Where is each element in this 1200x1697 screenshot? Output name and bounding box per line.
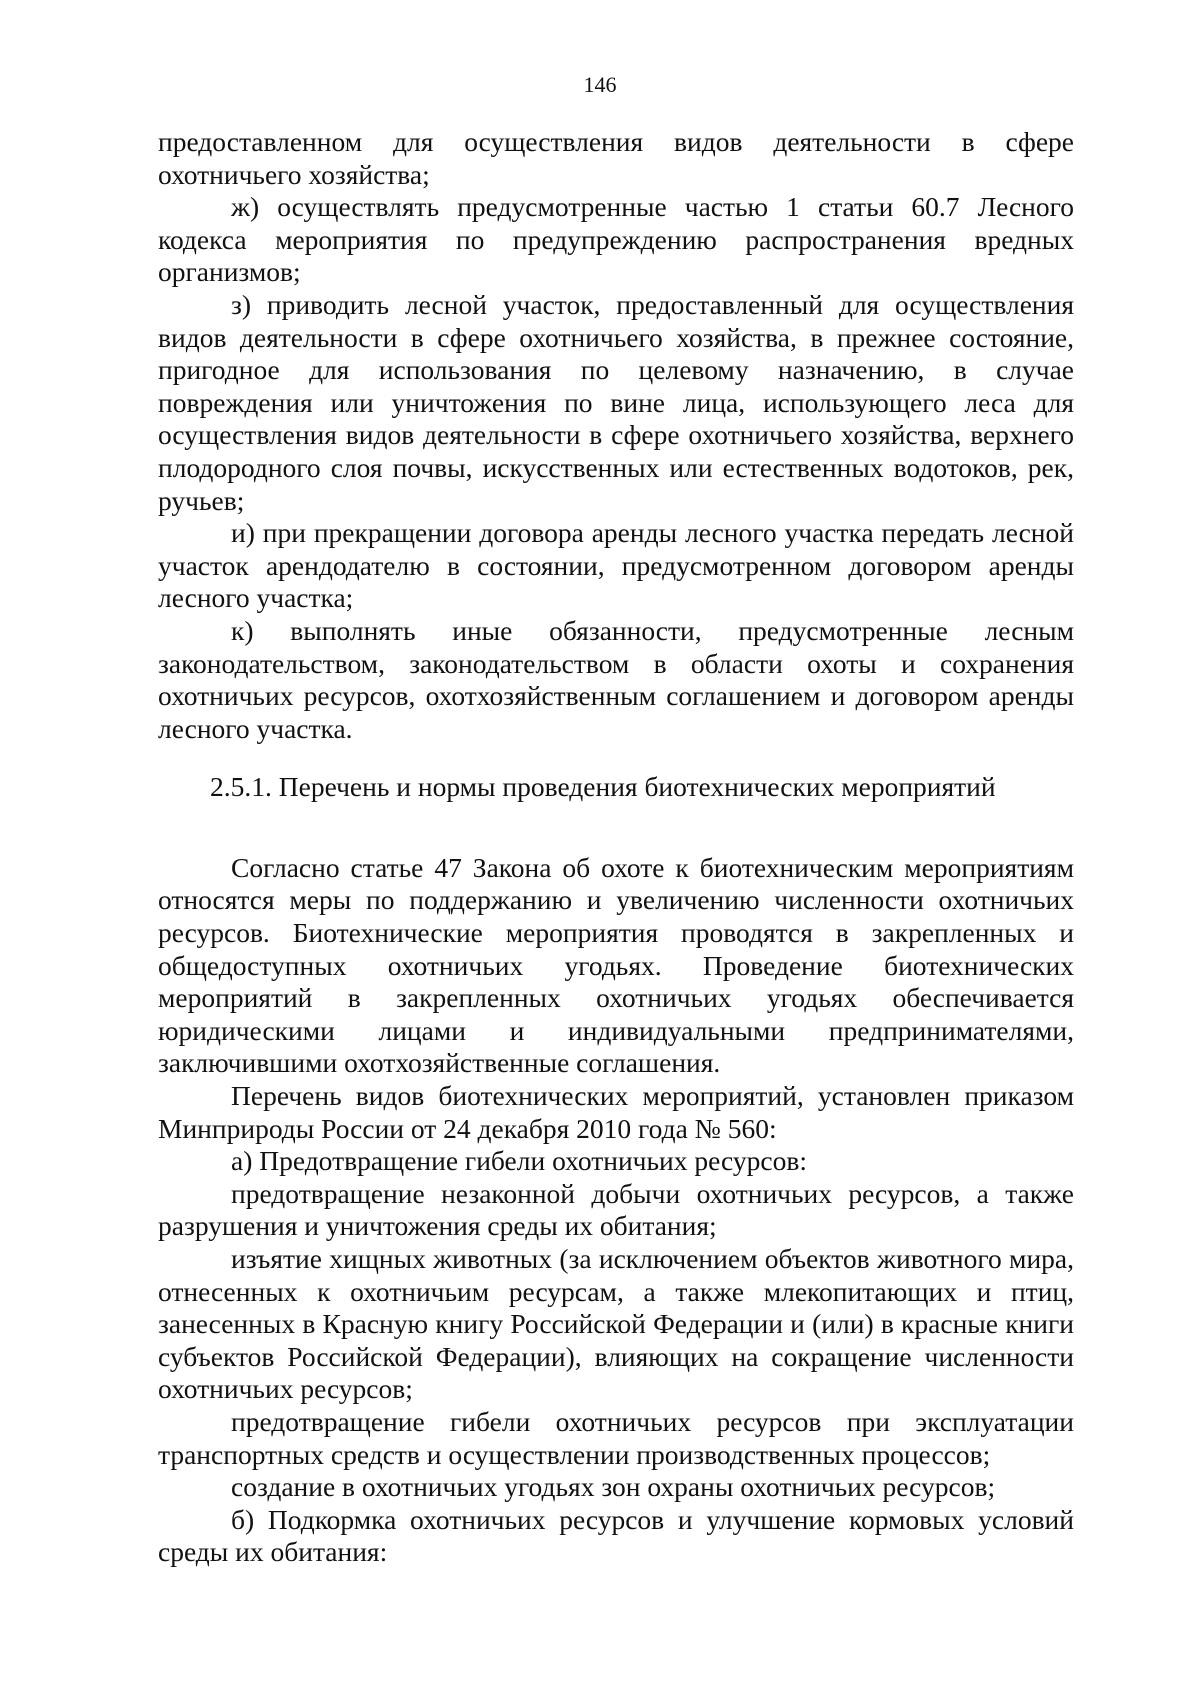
paragraph-subitem-transport: предотвращение гибели охотничьих ресурсов при эксплуатации транспортных средств и осуществлении производственных процессов; — [158, 1405, 1074, 1470]
paragraph-item-zh: ж) осуществлять предусмотренные частью 1 статьи 60.7 Лесного кодекса мероприятия по предупреждению распространения вредных организмов; — [158, 191, 1074, 288]
section-heading: 2.5.1. Перечень и нормы проведения биотехнических мероприятий — [210, 771, 996, 803]
paragraph-item-k: к) выполнять иные обязанности, предусмотренные лесным законодательством, законодательством в области охоты и сохранения охотничьих ресурсов, охотхозяйственным соглашением и договором аренды лесного участка. — [158, 614, 1074, 744]
paragraph-list-intro: Перечень видов биотехнических мероприятий, установлен приказом Минприроды России от 24 декабря 2010 года № 560: — [158, 1080, 1074, 1144]
paragraph-subitem-zones: создание в охотничьих угодьях зон охраны охотничьих ресурсов; — [231, 1471, 996, 1503]
paragraph-continuation: предоставленном для осуществления видов деятельности в сфере охотничьего хозяйства; — [158, 126, 1074, 190]
page-number: 146 — [583, 72, 617, 97]
paragraph-law-article: Согласно статье 47 Закона об охоте к биотехническим мероприятиям относятся меры по поддержанию и увеличению численности охотничьих ресурсов. Биотехнические мероприятия проводятся в закрепленных и общедоступных охотничьих угодьях. Проведение биотехнических мероприятий в закрепленных охотничьих угодьях обеспечивается юридическими лицами и индивидуальными предпринимателями, заключившими охотхозяйственные соглашения. — [158, 851, 1074, 1079]
paragraph-subitem-poaching: предотвращение незаконной добычи охотничьих ресурсов, а также разрушения и уничтожения среды их обитания; — [158, 1177, 1074, 1242]
paragraph-item-i: и) при прекращении договора аренды лесного участка передать лесной участок арендодателю в состоянии, предусмотренном договором аренды лесного участка; — [158, 517, 1074, 614]
paragraph-item-b: б) Подкормка охотничьих ресурсов и улучшение кормовых условий среды их обитания: — [158, 1503, 1074, 1568]
paragraph-item-a: а) Предотвращение гибели охотничьих ресурсов: — [231, 1145, 807, 1177]
document-body — [158, 126, 1074, 1569]
paragraph-item-z: з) приводить лесной участок, предоставленный для осуществления видов деятельности в сфере охотничьего хозяйства, в прежнее состояние, пригодное для использования по целевому назначению, в случае повреждения или уничтожения по вине лица, использующего леса для осуществления видов деятельности в сфере охотничьего хозяйства, верхнего плодородного слоя почвы, искусственных или естественных водотоков, рек, ручьев; — [158, 288, 1074, 516]
paragraph-subitem-predators: изъятие хищных животных (за исключением объектов животного мира, отнесенных к охотничьим ресурсам, а также млекопитающих и птиц, занесенных в Красную книгу Российской Федерации и (или) в красные книги субъектов Российской Федерации), влияющих на сокращение численности охотничьих ресурсов; — [158, 1243, 1074, 1405]
